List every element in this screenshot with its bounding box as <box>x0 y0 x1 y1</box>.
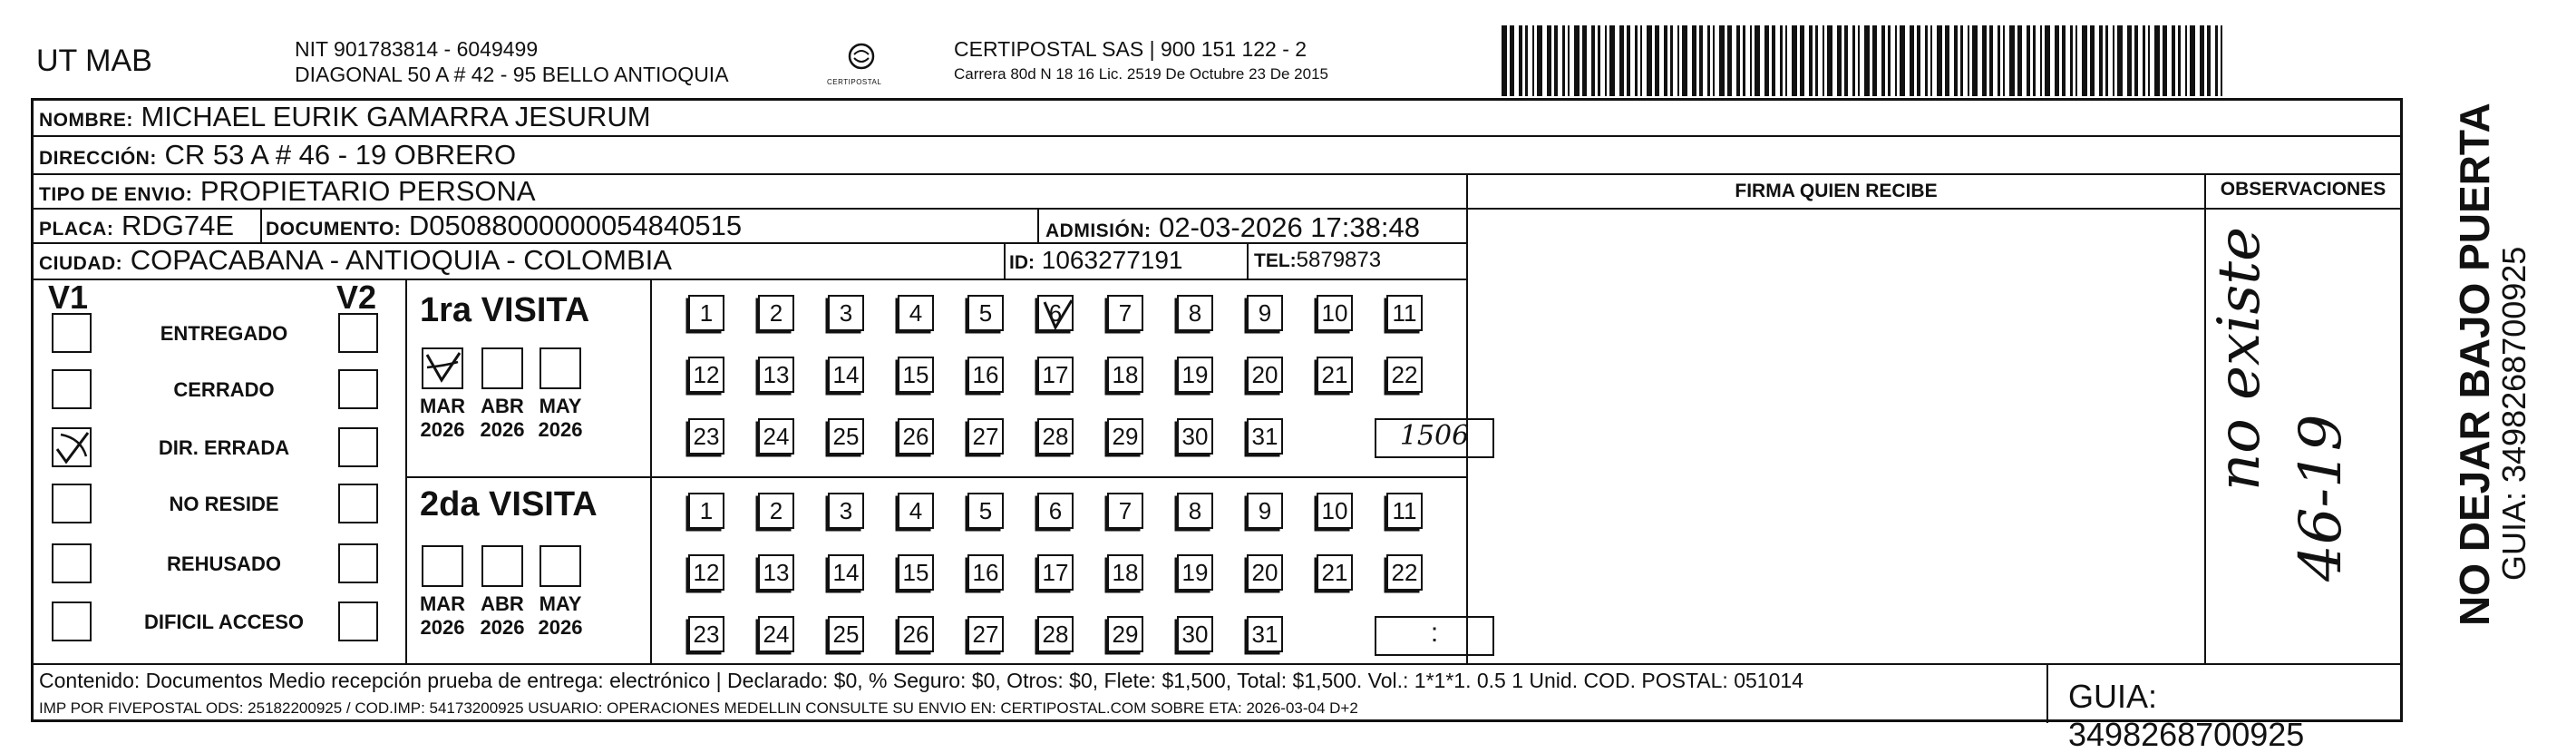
barcode-bar <box>2045 25 2050 96</box>
day-box[interactable]: 31 <box>1247 418 1283 455</box>
barcode-bar <box>1640 25 1642 96</box>
day-box[interactable]: 21 <box>1317 357 1353 393</box>
day-box[interactable]: 2 <box>758 493 794 529</box>
barcode-bar <box>2070 25 2073 96</box>
tipo-row <box>39 175 536 208</box>
month-label <box>411 592 474 640</box>
barcode-bar <box>2105 25 2108 96</box>
barcode-bar <box>1764 25 1769 96</box>
barcode-bar <box>2200 25 2204 96</box>
month-year: 2026 <box>480 616 525 639</box>
footer-contenido: Contenido: Documentos Medio recepción prueba de entrega: electrónico | Declarado: $0, % Seguro: $0, Otros: $0, Flete: $1,500, Total: $1,500. Vol.: 1*1*1. 0.5 1 Unid. COD. POSTAL: 051014 <box>39 669 1803 692</box>
barcode-bar <box>1537 25 1542 96</box>
barcode-bar <box>1827 25 1832 96</box>
barcode-bar <box>1895 25 1897 96</box>
nombre-row <box>39 101 651 133</box>
month-name: ABR <box>481 395 524 417</box>
tel-row <box>1254 248 1381 273</box>
day-box[interactable]: 24 <box>758 616 794 652</box>
month-name: MAR <box>419 395 466 417</box>
barcode-bar <box>1647 25 1652 96</box>
day-box[interactable]: 1 <box>688 493 724 529</box>
barcode-bar <box>1972 25 1978 96</box>
barcode-bar <box>1598 25 1600 96</box>
nombre-label: NOMBRE: <box>39 110 133 131</box>
nombre-value: MICHAEL EURIK GAMARRA JESURUM <box>141 101 651 132</box>
observaciones-header: OBSERVACIONES <box>2220 179 2386 200</box>
barcode-bar <box>1619 25 1624 96</box>
tel-label: TEL: <box>1254 250 1297 271</box>
barcode-bar <box>1591 25 1595 96</box>
observation-line2: 46-19 <box>2288 414 2355 582</box>
month-label <box>411 395 474 442</box>
barcode-bar <box>1930 25 1932 96</box>
tel-value: 5879873 <box>1296 248 1382 272</box>
barcode-bar <box>1800 25 1804 96</box>
v2-checkbox[interactable] <box>338 427 378 467</box>
barcode-bar <box>2178 25 2181 96</box>
month-checkbox[interactable] <box>422 347 463 389</box>
day-box[interactable]: 10 <box>1317 493 1353 529</box>
barcode-bar <box>1574 25 1580 96</box>
day-box[interactable]: 7 <box>1107 493 1143 529</box>
ciudad-row <box>39 244 672 277</box>
day-box[interactable]: 11 <box>1386 493 1423 529</box>
barcode-bar <box>1900 25 1905 96</box>
day-box[interactable]: 6 <box>1037 493 1074 529</box>
barcode-bar <box>1736 25 1740 96</box>
day-box[interactable]: 21 <box>1317 554 1353 591</box>
direccion-label: DIRECCIÓN: <box>39 148 157 169</box>
barcode-bar <box>1719 25 1725 96</box>
barcode-bar <box>2027 25 2030 96</box>
barcode-bar <box>1917 25 1920 96</box>
barcode-bar <box>1858 25 1860 96</box>
id-value: 1063277191 <box>1041 246 1183 274</box>
day-box[interactable]: 5 <box>967 493 1004 529</box>
day-box[interactable]: 29 <box>1107 418 1143 455</box>
day-box[interactable]: 24 <box>758 418 794 455</box>
barcode-bar <box>1692 25 1696 96</box>
barcode-bar <box>1635 25 1638 96</box>
barcode-bar <box>1910 25 1914 96</box>
day-box[interactable]: 17 <box>1037 357 1074 393</box>
company-nit: NIT 901783814 - 6049499 <box>295 37 539 61</box>
status-label: NO RESIDE <box>169 493 279 515</box>
barcode-bar <box>2127 25 2132 96</box>
v1-checkbox[interactable] <box>52 543 92 583</box>
day-box[interactable]: 26 <box>898 418 934 455</box>
direccion-value: CR 53 A # 46 - 19 OBRERO <box>164 139 517 171</box>
v2-checkbox[interactable] <box>338 601 378 641</box>
day-box[interactable]: 26 <box>898 616 934 652</box>
day-box[interactable]: 8 <box>1177 493 1213 529</box>
firma-header: FIRMA QUIEN RECIBE <box>1735 181 1938 201</box>
day-box[interactable]: 14 <box>828 554 864 591</box>
company-address: DIAGONAL 50 A # 42 - 95 BELLO ANTIOQUIA <box>295 63 729 86</box>
barcode-bar <box>1780 25 1783 96</box>
day-box[interactable]: 22 <box>1386 357 1423 393</box>
barcode-bar <box>2190 25 2195 96</box>
month-year: 2026 <box>480 418 525 441</box>
ciudad-label: CIUDAD: <box>39 253 123 274</box>
barcode-bar <box>2040 25 2042 96</box>
month-checkbox[interactable] <box>481 347 523 389</box>
barcode-bar <box>2075 25 2077 96</box>
barcode-bar <box>1682 25 1687 96</box>
month-label <box>529 395 592 442</box>
day-box[interactable]: 4 <box>898 295 934 331</box>
v2-checkbox[interactable] <box>338 369 378 409</box>
day-box[interactable]: 8 <box>1177 295 1213 331</box>
barcode-bar <box>2113 25 2114 96</box>
status-label: REHUSADO <box>167 553 281 575</box>
shipping-form <box>31 98 2403 753</box>
placa-label: PLACA: <box>39 219 114 240</box>
month-label <box>471 592 534 640</box>
barcode-bar <box>1562 25 1565 96</box>
barcode-bar <box>1968 25 1969 96</box>
day-box[interactable]: 15 <box>898 357 934 393</box>
day-box[interactable]: 1 <box>688 295 724 331</box>
day-box[interactable]: 18 <box>1107 357 1143 393</box>
day-box[interactable]: 3 <box>828 295 864 331</box>
side-guia: GUIA: 3498268700925 <box>2495 246 2532 581</box>
v2-checkbox[interactable] <box>338 543 378 583</box>
barcode-bar <box>1925 25 1928 96</box>
day-box[interactable]: 11 <box>1386 295 1423 331</box>
barcode-bar <box>1743 25 1745 96</box>
barcode-bar <box>2148 25 2150 96</box>
admision-row <box>1045 211 1420 244</box>
barcode-bar <box>2221 25 2222 96</box>
month-label <box>471 395 534 442</box>
month-name: MAY <box>539 395 582 417</box>
barcode-bar <box>2163 25 2167 96</box>
v1-checkbox[interactable] <box>52 427 92 467</box>
status-label: CERRADO <box>173 378 275 401</box>
company-name: UT MAB <box>36 44 152 78</box>
barcode-bar <box>1989 25 1993 96</box>
admision-value: 02-03-2026 17:38:48 <box>1159 211 1420 243</box>
time-box[interactable]: : <box>1375 616 1494 656</box>
barcode-bar <box>1772 25 1775 96</box>
barcode-bar <box>1727 25 1732 96</box>
month-checkbox[interactable] <box>540 347 581 389</box>
time-box[interactable]: 1506 <box>1375 418 1494 458</box>
day-box[interactable]: 13 <box>758 554 794 591</box>
barcode-bar <box>2117 25 2123 96</box>
day-box[interactable]: 2 <box>758 295 794 331</box>
barcode-bar <box>1888 25 1891 96</box>
month-year: 2026 <box>420 418 465 441</box>
barcode-bar <box>1627 25 1630 96</box>
day-box[interactable]: 25 <box>828 418 864 455</box>
id-label: ID: <box>1009 252 1035 273</box>
barcode-bar <box>1872 25 1877 96</box>
barcode-bar <box>1785 25 1787 96</box>
month-checkbox[interactable] <box>540 545 581 587</box>
day-box[interactable]: 29 <box>1107 616 1143 652</box>
day-box[interactable]: 19 <box>1177 554 1213 591</box>
observation-line1: no existe <box>2206 227 2273 491</box>
status-label: ENTREGADO <box>160 322 288 345</box>
day-box[interactable]: 30 <box>1177 418 1213 455</box>
day-box[interactable]: 28 <box>1037 616 1074 652</box>
barcode-bar <box>1960 25 1963 96</box>
barcode-bar <box>2003 25 2005 96</box>
day-box[interactable]: 27 <box>967 418 1004 455</box>
barcode-bar <box>1670 25 1673 96</box>
day-box[interactable]: 31 <box>1247 616 1283 652</box>
barcode-bar <box>2055 25 2059 96</box>
tipo-label: TIPO DE ENVIO: <box>39 184 193 205</box>
month-checkbox[interactable] <box>481 545 523 587</box>
day-box[interactable]: 5 <box>967 295 1004 331</box>
barcode-bar <box>1844 25 1848 96</box>
barcode-bar <box>1755 25 1760 96</box>
barcode-bar <box>1792 25 1797 96</box>
barcode-bar <box>1664 25 1667 96</box>
barcode-bar <box>1532 25 1534 96</box>
month-checkbox[interactable] <box>422 545 463 587</box>
day-box[interactable]: 19 <box>1177 357 1213 393</box>
day-box[interactable]: 23 <box>688 616 724 652</box>
barcode-bar <box>1823 25 1824 96</box>
day-box[interactable]: 10 <box>1317 295 1353 331</box>
company-info <box>295 36 729 87</box>
status-label: DIR. ERRADA <box>158 436 290 459</box>
month-name: MAR <box>419 592 466 615</box>
day-box[interactable]: 16 <box>967 357 1004 393</box>
barcode-bar <box>1547 25 1551 96</box>
barcode-bar <box>1998 25 2000 96</box>
day-box[interactable]: 3 <box>828 493 864 529</box>
month-label <box>529 592 592 640</box>
documento-row <box>266 210 742 242</box>
day-check-mark <box>1039 297 1075 333</box>
barcode-bar <box>1707 25 1710 96</box>
day-box[interactable]: 4 <box>898 493 934 529</box>
day-box[interactable]: 14 <box>828 357 864 393</box>
day-box[interactable]: 20 <box>1247 357 1283 393</box>
side-warning: NO DEJAR BAJO PUERTA <box>2451 103 2498 626</box>
day-box[interactable]: 12 <box>688 554 724 591</box>
barcode-bar <box>2185 25 2187 96</box>
day-box[interactable]: 28 <box>1037 418 1074 455</box>
v1-checkbox[interactable] <box>52 313 92 353</box>
placa-row <box>39 210 234 242</box>
v1-checkbox[interactable] <box>52 369 92 409</box>
barcode-bar <box>1519 25 1522 96</box>
barcode-bar <box>2090 25 2095 96</box>
month-name: ABR <box>481 592 524 615</box>
status-label: DIFICIL ACCESO <box>143 611 304 633</box>
barcode-bar <box>1554 25 1558 96</box>
v2-checkbox[interactable] <box>338 484 378 523</box>
barcode <box>1502 25 2227 96</box>
documento-label: DOCUMENTO: <box>266 219 402 240</box>
barcode-bar <box>1502 25 1507 96</box>
visit1-title: 1ra VISITA <box>420 291 590 329</box>
tipo-value: PROPIETARIO PERSONA <box>199 175 536 207</box>
barcode-bar <box>2143 25 2145 96</box>
admision-label: ADMISIÓN: <box>1045 220 1152 241</box>
barcode-bar <box>1713 25 1715 96</box>
day-box[interactable]: 7 <box>1107 295 1143 331</box>
footer-imp: IMP POR FIVEPOSTAL ODS: 25182200925 / COD.IMP: 54173200925 USUARIO: OPERACIONES MEDELLIN CONSULTE SU ENVIO EN: CERTIPOSTAL.COM SOBRE ETA: 2026-03-04 D+2 <box>39 699 1358 717</box>
carrier-license: Carrera 80d N 18 16 Lic. 2519 De Octubre 23 De 2015 <box>954 65 1328 83</box>
barcode-bar <box>1525 25 1528 96</box>
day-box[interactable]: 20 <box>1247 554 1283 591</box>
barcode-bar <box>2082 25 2087 96</box>
barcode-bar <box>1852 25 1855 96</box>
id-row <box>1009 246 1183 275</box>
barcode-bar <box>2062 25 2066 96</box>
direccion-row <box>39 139 516 171</box>
barcode-bar <box>1582 25 1587 96</box>
month-year: 2026 <box>420 616 465 639</box>
day-box[interactable]: 9 <box>1247 493 1283 529</box>
barcode-bar <box>1605 25 1607 96</box>
barcode-bar <box>1677 25 1679 96</box>
barcode-bar <box>1982 25 1987 96</box>
carrier-info <box>954 36 1328 87</box>
month-year: 2026 <box>538 418 583 441</box>
barcode-bar <box>1945 25 1949 96</box>
barcode-bar <box>1881 25 1885 96</box>
barcode-bar <box>2017 25 2022 96</box>
barcode-bar <box>2033 25 2036 96</box>
v1-checkbox[interactable] <box>52 601 92 641</box>
day-box[interactable]: 23 <box>688 418 724 455</box>
carrier-name: CERTIPOSTAL SAS | 900 151 122 - 2 <box>954 37 1307 61</box>
placa-value: RDG74E <box>121 210 234 241</box>
ciudad-value: COPACABANA - ANTIOQUIA - COLOMBIA <box>130 244 672 276</box>
barcode-bar <box>2099 25 2103 96</box>
day-box[interactable]: 9 <box>1247 295 1283 331</box>
day-box[interactable]: 17 <box>1037 554 1074 591</box>
footer-guia: GUIA: 3498268700925 <box>2068 678 2305 753</box>
day-box[interactable]: 12 <box>688 357 724 393</box>
barcode-bar <box>2207 25 2211 96</box>
barcode-bar <box>2009 25 2015 96</box>
barcode-bar <box>2134 25 2138 96</box>
day-box[interactable]: 15 <box>898 554 934 591</box>
barcode-bar <box>1937 25 1942 96</box>
day-box[interactable]: 13 <box>758 357 794 393</box>
barcode-bar <box>1864 25 1870 96</box>
v2-checkbox[interactable] <box>338 313 378 353</box>
day-box[interactable]: 16 <box>967 554 1004 591</box>
day-box[interactable]: 22 <box>1386 554 1423 591</box>
barcode-bar <box>1699 25 1703 96</box>
day-box[interactable]: 6 <box>1037 295 1074 331</box>
month-year: 2026 <box>538 616 583 639</box>
barcode-bar <box>1954 25 1958 96</box>
barcode-bar <box>1609 25 1615 96</box>
visit2-title: 2da VISITA <box>420 485 598 523</box>
day-box[interactable]: 18 <box>1107 554 1143 591</box>
day-box[interactable]: 25 <box>828 616 864 652</box>
v2-label: V2 <box>336 279 377 316</box>
v1-label: V1 <box>48 279 89 316</box>
logo-text: CERTIPOSTAL <box>827 78 882 86</box>
day-box[interactable]: 27 <box>967 616 1004 652</box>
barcode-bar <box>2215 25 2218 96</box>
barcode-bar <box>1837 25 1842 96</box>
barcode-bar <box>1510 25 1514 96</box>
barcode-bar <box>2154 25 2160 96</box>
barcode-bar <box>1750 25 1752 96</box>
v1-checkbox[interactable] <box>52 484 92 523</box>
barcode-bar <box>2172 25 2175 96</box>
month-name: MAY <box>539 592 582 615</box>
barcode-bar <box>1568 25 1570 96</box>
barcode-bar <box>1809 25 1813 96</box>
barcode-bar <box>1815 25 1818 96</box>
documento-value: D05088000000054840515 <box>408 210 743 241</box>
barcode-bar <box>1655 25 1659 96</box>
day-box[interactable]: 30 <box>1177 616 1213 652</box>
